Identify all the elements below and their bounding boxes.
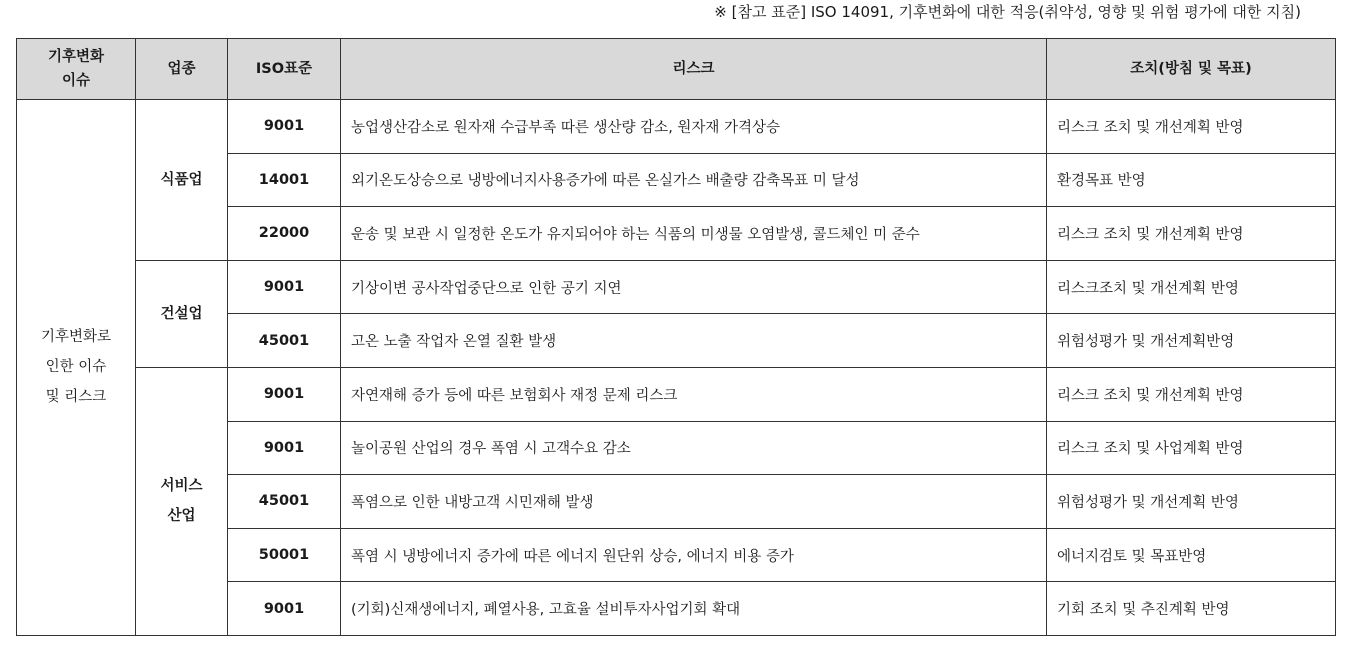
header-risk: 리스크 <box>341 39 1047 100</box>
standard-cell: 22000 <box>228 207 341 261</box>
standard-cell: 45001 <box>228 314 341 368</box>
risk-cell: 자연재해 증가 등에 따른 보험회사 재정 문제 리스크 <box>341 367 1047 421</box>
action-cell: 리스크 조치 및 사업계획 반영 <box>1047 421 1336 475</box>
header-issue: 기후변화 이슈 <box>17 39 136 100</box>
standard-cell: 9001 <box>228 100 341 154</box>
issue-cell: 기후변화로 인한 이슈 및 리스크 <box>17 100 136 636</box>
risk-cell: 기상이변 공사작업중단으로 인한 공기 지연 <box>341 260 1047 314</box>
header-standard: ISO표준 <box>228 39 341 100</box>
standard-cell: 45001 <box>228 475 341 529</box>
reference-standard-note: ※ [참고 표준] ISO 14091, 기후변화에 대한 적응(취약성, 영향 및 위험 평가에 대한 지침) <box>714 3 1301 21</box>
standard-cell: 9001 <box>228 260 341 314</box>
action-cell: 리스크조치 및 개선계획 반영 <box>1047 260 1336 314</box>
risk-cell: (기회)신재생에너지, 폐열사용, 고효율 설비투자사업기회 확대 <box>341 582 1047 636</box>
risk-cell: 농업생산감소로 원자재 수급부족 따른 생산량 감소, 원자재 가격상승 <box>341 100 1047 154</box>
standard-cell: 50001 <box>228 528 341 582</box>
sector-food: 식품업 <box>136 100 228 261</box>
standard-cell: 9001 <box>228 421 341 475</box>
risk-cell: 폭염으로 인한 내방고객 시민재해 발생 <box>341 475 1047 529</box>
risk-cell: 폭염 시 냉방에너지 증가에 따른 에너지 원단위 상승, 에너지 비용 증가 <box>341 528 1047 582</box>
action-cell: 리스크 조치 및 개선계획 반영 <box>1047 207 1336 261</box>
action-cell: 리스크 조치 및 개선계획 반영 <box>1047 367 1336 421</box>
risk-cell: 놀이공원 산업의 경우 폭염 시 고객수요 감소 <box>341 421 1047 475</box>
table-row <box>17 367 1336 421</box>
action-cell: 기회 조치 및 추진계획 반영 <box>1047 582 1336 636</box>
action-cell: 환경목표 반영 <box>1047 153 1336 207</box>
sector-construction: 건설업 <box>136 260 228 367</box>
action-cell: 에너지검토 및 목표반영 <box>1047 528 1336 582</box>
header-sector: 업종 <box>136 39 228 100</box>
table-row <box>17 260 1336 314</box>
action-cell: 리스크 조치 및 개선계획 반영 <box>1047 100 1336 154</box>
risk-cell: 고온 노출 작업자 온열 질환 발생 <box>341 314 1047 368</box>
sector-service: 서비스 산업 <box>136 367 228 635</box>
action-cell: 위험성평가 및 개선계획반영 <box>1047 314 1336 368</box>
standard-cell: 14001 <box>228 153 341 207</box>
standard-cell: 9001 <box>228 582 341 636</box>
standard-cell: 9001 <box>228 367 341 421</box>
table-row <box>17 100 1336 154</box>
table-header-row <box>17 39 1336 100</box>
climate-risk-table <box>16 38 1336 636</box>
action-cell: 위험성평가 및 개선계획 반영 <box>1047 475 1336 529</box>
risk-cell: 운송 및 보관 시 일정한 온도가 유지되어야 하는 식품의 미생물 오염발생, 콜드체인 미 준수 <box>341 207 1047 261</box>
header-action: 조치(방침 및 목표) <box>1047 39 1336 100</box>
risk-cell: 외기온도상승으로 냉방에너지사용증가에 따른 온실가스 배출량 감축목표 미 달성 <box>341 153 1047 207</box>
